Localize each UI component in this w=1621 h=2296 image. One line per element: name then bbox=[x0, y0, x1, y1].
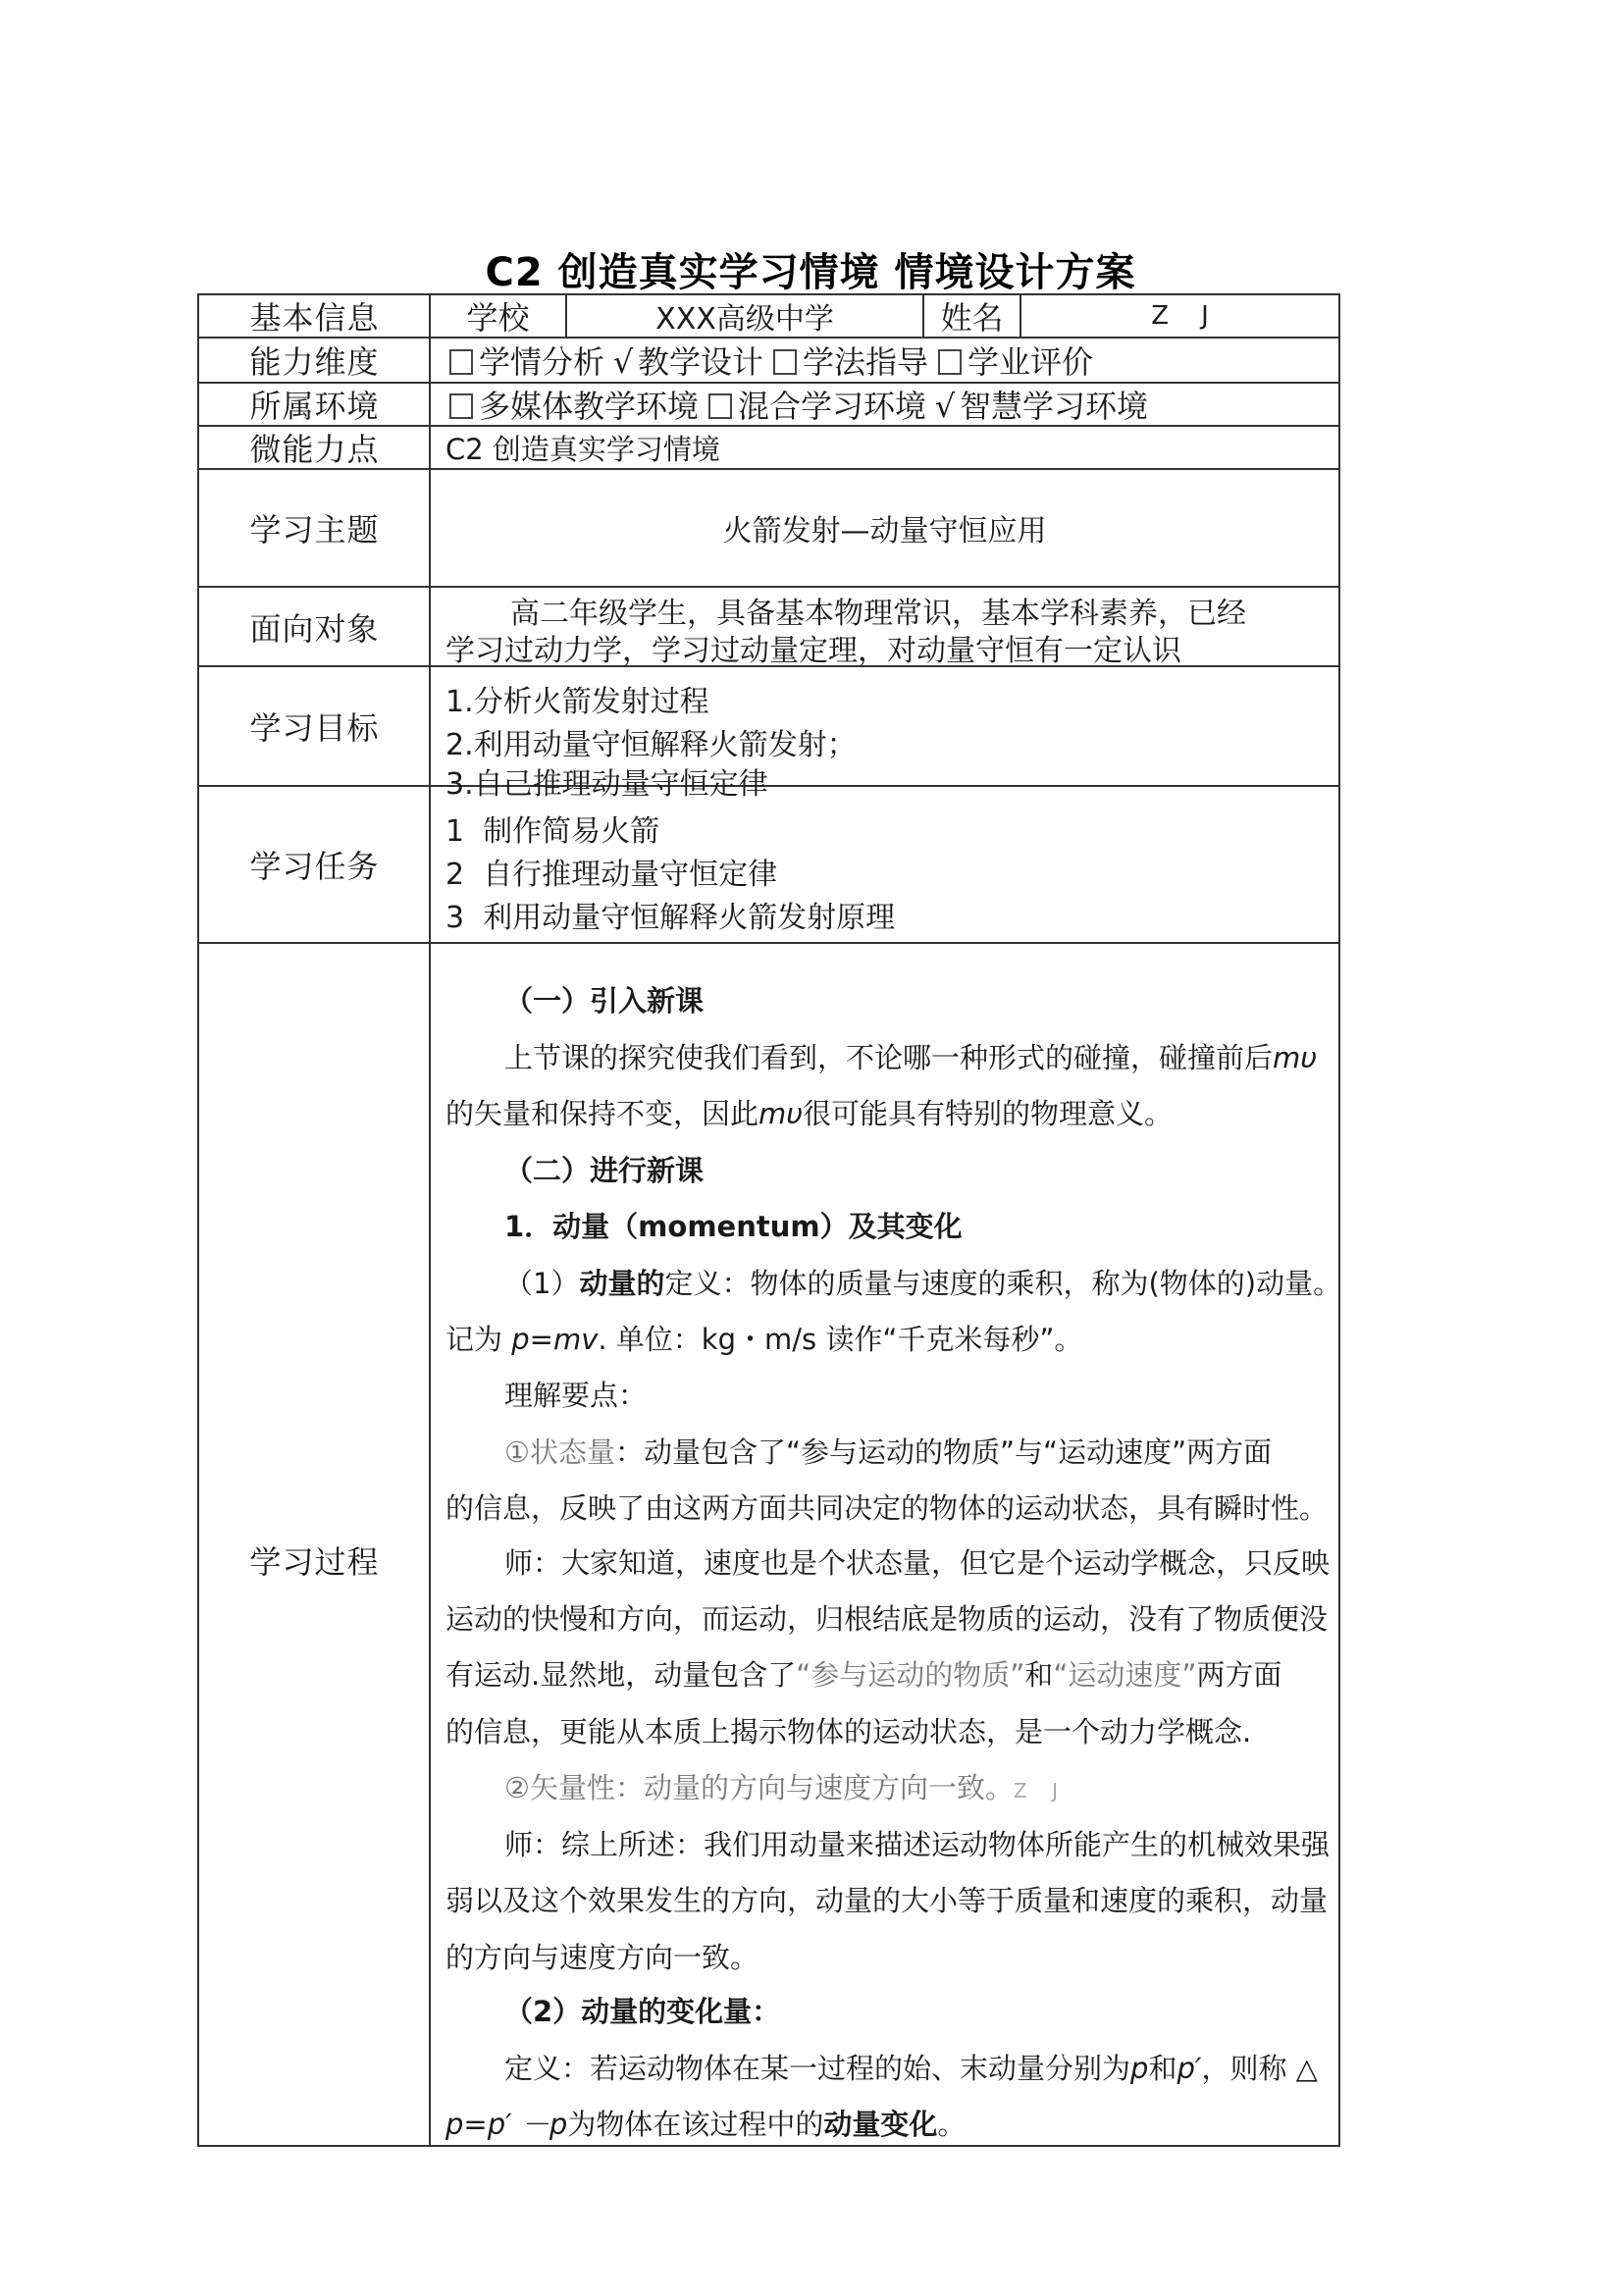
paragraph-line: 师：综上所述：我们用动量来描述运动物体所能产生的机械效果强 bbox=[504, 1828, 1331, 1861]
goals-label: 学习目标 bbox=[249, 709, 380, 747]
checkbox-empty-icon[interactable] bbox=[938, 349, 962, 375]
school-label: 学校 bbox=[466, 299, 530, 337]
audience-label: 面向对象 bbox=[249, 609, 380, 648]
watermark-mark: Z J bbox=[1014, 1779, 1059, 1802]
option-label: 学法指导 bbox=[803, 343, 929, 381]
name-value: Z J bbox=[1151, 301, 1209, 331]
checkmark-icon[interactable]: √ bbox=[934, 388, 956, 425]
task-item: 2 自行推理动量守恒定律 bbox=[445, 858, 778, 892]
goal-item: 3.自己推理动量守恒定律 bbox=[445, 767, 768, 802]
paragraph-line: 上节课的探究使我们看到，不论哪一种形式的碰撞，碰撞前后mυ bbox=[504, 1041, 1318, 1074]
option-label: 教学设计 bbox=[638, 343, 764, 381]
subsection-heading: 1．动量（momentum）及其变化 bbox=[504, 1210, 963, 1243]
task-item: 1 制作简易火箭 bbox=[445, 814, 660, 849]
option-label: 混合学习环境 bbox=[738, 388, 927, 425]
section-heading: （一）引入新课 bbox=[504, 984, 705, 1018]
micro-label: 微能力点 bbox=[249, 431, 380, 468]
paragraph-line: 的信息，更能从本质上揭示物体的运动状态，是一个动力学概念. bbox=[445, 1715, 1252, 1748]
checkmark-icon[interactable]: √ bbox=[612, 343, 634, 381]
task-item: 3 利用动量守恒解释火箭发射原理 bbox=[445, 901, 896, 935]
name-label: 姓名 bbox=[940, 299, 1004, 337]
paragraph-line: ①状态量：动量包含了“参与运动的物质”与“运动速度”两方面 bbox=[504, 1435, 1273, 1469]
checkbox-empty-icon[interactable] bbox=[449, 393, 473, 419]
checkbox-empty-icon[interactable] bbox=[708, 393, 732, 419]
goal-item: 2.利用动量守恒解释火箭发射； bbox=[445, 728, 857, 762]
row-divider bbox=[197, 942, 1340, 944]
audience-line: 高二年级学生，具备基本物理常识，基本学科素养，已经 bbox=[510, 597, 1246, 631]
tasks-label: 学习任务 bbox=[249, 848, 380, 885]
paragraph-line: 记为 p=mv. 单位：kg・m/s 读作“千克米每秒”。 bbox=[445, 1323, 1083, 1356]
option-label: 多媒体教学环境 bbox=[479, 388, 700, 425]
topic-label: 学习主题 bbox=[249, 511, 380, 548]
checkbox-empty-icon[interactable] bbox=[773, 349, 797, 375]
process-label: 学习过程 bbox=[249, 1543, 380, 1581]
ability-label: 能力维度 bbox=[249, 343, 380, 381]
option-label: 智慧学习环境 bbox=[960, 388, 1149, 425]
paragraph-line: 弱以及这个效果发生的方向，动量的大小等于质量和速度的乘积，动量 bbox=[445, 1884, 1329, 1917]
subsection-heading: （2）动量的变化量： bbox=[504, 1995, 781, 2028]
topic-value: 火箭发射—动量守恒应用 bbox=[722, 514, 1047, 548]
option-label: 学业评价 bbox=[967, 343, 1094, 381]
paragraph-line: 的信息，反映了由这两方面共同决定的物体的运动状态，具有瞬时性。 bbox=[445, 1491, 1329, 1525]
page-title: C2 创造真实学习情境 情境设计方案 bbox=[485, 250, 1136, 295]
basic-info-label: 基本信息 bbox=[249, 299, 380, 337]
ability-options bbox=[444, 339, 1097, 382]
audience-line: 学习过动力学，学习过动量定理，对动量守恒有一定认识 bbox=[445, 634, 1181, 668]
paragraph-line: p=p′ －p为物体在该过程中的动量变化。 bbox=[445, 2108, 967, 2141]
paragraph-line: 理解要点： bbox=[504, 1379, 648, 1412]
school-value: XXX高级中学 bbox=[655, 302, 834, 337]
option-label: 学情分析 bbox=[479, 343, 605, 381]
paragraph-line: 运动的快慢和方向，而运动，归根结底是物质的运动，没有了物质便没 bbox=[445, 1602, 1329, 1636]
goal-item: 1.分析火箭发射过程 bbox=[445, 685, 709, 719]
environment-options bbox=[444, 384, 1152, 425]
environment-label: 所属环境 bbox=[249, 388, 380, 425]
paragraph-line: （1）动量的定义：物体的质量与速度的乘积，称为(物体的)动量。 bbox=[504, 1267, 1342, 1300]
paragraph-line: 师：大家知道，速度也是个状态量，但它是个运动学概念，只反映 bbox=[504, 1546, 1331, 1580]
paragraph-line: ②矢量性：动量的方向与速度方向一致。Z J bbox=[504, 1771, 1059, 1804]
checkbox-empty-icon[interactable] bbox=[449, 349, 473, 375]
micro-value: C2 创造真实学习情境 bbox=[445, 432, 720, 466]
section-heading: （二）进行新课 bbox=[504, 1154, 705, 1187]
paragraph-line: 的方向与速度方向一致。 bbox=[445, 1941, 759, 1974]
paragraph-line: 定义：若运动物体在某一过程的始、末动量分别为p和p′，则称 △ bbox=[504, 2052, 1318, 2085]
paragraph-line: 的矢量和保持不变，因此mυ很可能具有特别的物理意义。 bbox=[445, 1097, 1174, 1130]
paragraph-line: 有运动.显然地，动量包含了“参与运动的物质”和“运动速度”两方面 bbox=[445, 1658, 1282, 1692]
